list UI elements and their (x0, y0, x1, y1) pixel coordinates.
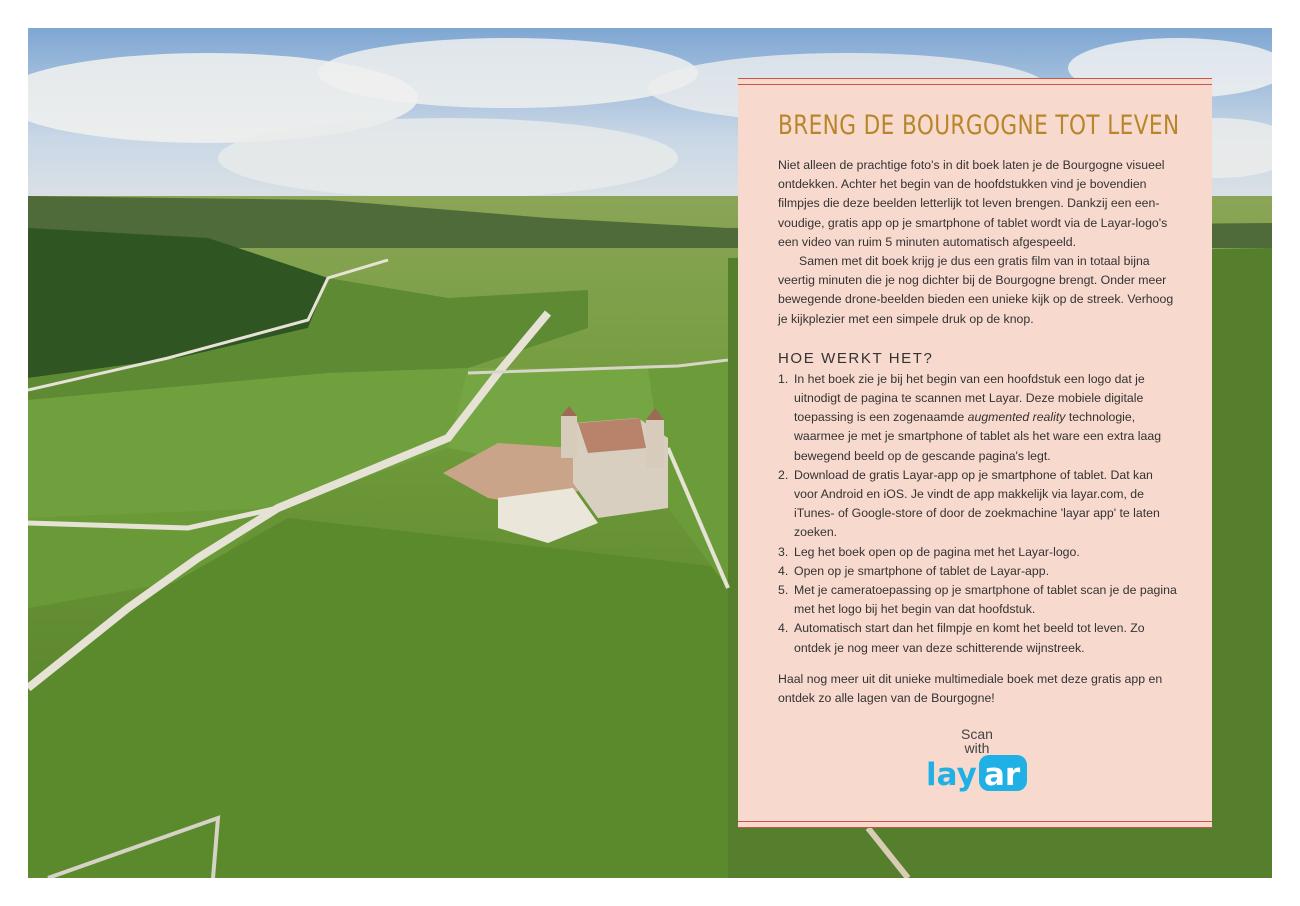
step-text: Download de gratis Layar-app op je smartphone of tablet. Dat kan voor Android en iOS. Je vindt de app makkelijk via layar.com, de iTunes- of Google-store of door de zoekmachine 'layar app' te laten zoeken. (794, 467, 1160, 540)
intro-paragraph-1: Niet alleen de prachtige foto's in dit boek laten je de Bourgogne visueel ontdekken. Achter het begin van de hoofdstukken vind je bovendien filmpjes die deze beelden letterlijk tot leven brengen. Dankzij een een-voudige, gratis app op je smartphone of tablet wordt via de Layar-logo's een video van ruim 5 minuten automatisch afgespeeld. (778, 158, 1168, 249)
step-text: In het boek zie je bij het begin van een hoofdstuk een logo dat je uitnodigt de pagina te scannen met Layar. Deze mobiele digitale toepassing is een zogenaamde (794, 371, 1145, 425)
step-number: 1. (778, 371, 789, 386)
logo-brand-text-lay: lay ar (926, 757, 1021, 793)
closing-paragraph: Haal nog meer uit dit unieke multimediale boek met deze gratis app en ontdek zo alle lagen van de Bourgogne! (778, 671, 1163, 706)
layar-logo (922, 726, 1032, 798)
top-rule (738, 78, 1212, 85)
panel-title: BRENG DE BOURGOGNE TOT LEVEN (778, 110, 1180, 141)
bottom-rule (738, 821, 1212, 828)
step-item (778, 466, 1180, 543)
step-item (778, 619, 1180, 657)
panel-body (778, 156, 1180, 708)
step-item (778, 581, 1180, 619)
step-number: 2. (778, 467, 789, 482)
step-text: technologie, waarmee je met je smartphone of tablet als het ware een extra laag bewegend beeld op de gescande pagina's legt. (794, 410, 1162, 463)
step-number: 5. (778, 583, 789, 598)
step-text: Automatisch start dan het filmpje en komt het beeld tot leven. Zo ontdek je nog meer van deze schitterende wijnstreek. (794, 621, 1145, 655)
logo-with-text: with (964, 740, 990, 756)
step-text: Met je cameratoepassing op je smartphone of tablet scan je de pagina met het logo bij het begin van dat hoofdstuk. (794, 583, 1177, 617)
step-emphasis: augmented reality (967, 410, 1066, 425)
info-panel (738, 78, 1212, 828)
section-heading: HOE WERKT HET? (778, 349, 934, 367)
intro-paragraph-2: Samen met dit boek krijg je dus een gratis film van in totaal bijna veertig minuten die je nog dichter bij de Bourgogne brengt. Onder meer bewegende drone-beelden bieden een unieke kijk op de streek. Verhoog je kijkplezier met een simpele druk op de knop. (778, 254, 1174, 326)
steps-list (778, 370, 1180, 658)
step-text: Leg het boek open op de pagina met het Layar-logo. (794, 544, 1080, 559)
step-item (778, 562, 1180, 581)
step-text: Open op je smartphone of tablet de Layar-app. (794, 563, 1049, 578)
step-number: 3. (778, 544, 789, 559)
step-number: 4. (778, 563, 789, 578)
step-number: 4. (778, 621, 789, 636)
step-item (778, 543, 1180, 562)
logo-scan-text: Scan (961, 726, 993, 742)
layar-brand-icon (922, 749, 1032, 797)
step-item (778, 370, 1180, 466)
